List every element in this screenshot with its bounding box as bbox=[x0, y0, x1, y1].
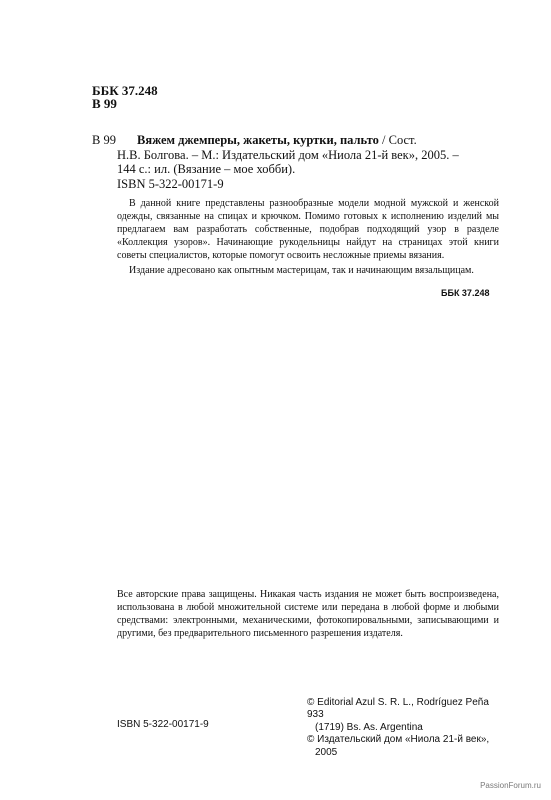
catalog-line-1 bbox=[92, 133, 492, 148]
annotation bbox=[117, 197, 499, 277]
annotation-paragraph-1: В данной книге представлены разнообразные модели модной мужской и женской одежды, связанные на спицах и крючком. Помимо готовых к исполнению изделий мы предлагаем вам разработать собственные, подобрав подходящий узор в разделе «Коллекция узоров». Начинающие рукодельницы найдут на страницах этой книги советы специалистов, которые помогут освоить несложные приемы вязания. bbox=[117, 198, 499, 261]
watermark: PassionForum.ru bbox=[480, 781, 541, 790]
catalog-line-3: 144 с.: ил. (Вязание – мое хобби). bbox=[117, 162, 296, 177]
copyright-line-4: 2005 bbox=[315, 746, 338, 758]
bbk-code: ББК 37.248 bbox=[92, 83, 158, 98]
book-title: Вяжем джемперы, жакеты, куртки, пальто bbox=[137, 133, 379, 147]
catalog-isbn: ISBN 5-322-00171-9 bbox=[117, 176, 224, 191]
annotation-paragraph-2: Издание адресовано как опытным мастерицам, так и начинающим вязальщицам. bbox=[129, 265, 474, 276]
compiler-prefix: / Сост. bbox=[378, 133, 417, 147]
catalog-entry bbox=[92, 133, 492, 191]
copyright-line-1: © Editorial Azul S. R. L., Rodríguez Peña 933 bbox=[307, 697, 489, 721]
bbk-code-right: ББК 37.248 bbox=[441, 288, 490, 298]
copyright-block bbox=[307, 697, 507, 759]
author-sign: В 99 bbox=[92, 96, 117, 111]
catalog-line-2: Н.В. Болгова. – М.: Издательский дом «Ниола 21-й век», 2005. – bbox=[117, 147, 459, 162]
catalog-code: В 99 bbox=[92, 133, 116, 147]
bbk-classification bbox=[92, 84, 158, 110]
rights-notice: Все авторские права защищены. Никакая часть издания не может быть воспроизведена, использована в любой множительной системе или передана в любой форме и любыми средствами: электронными, механическими, фотокопировальными, записывающими и другими, без предварительного письменного разрешения издателя. bbox=[117, 589, 499, 639]
isbn-bottom: ISBN 5-322-00171-9 bbox=[117, 719, 209, 730]
copyright-line-2: (1719) Bs. As. Argentina bbox=[315, 721, 423, 733]
copyright-line-3: © Издательский дом «Ниола 21-й век», bbox=[307, 734, 490, 746]
